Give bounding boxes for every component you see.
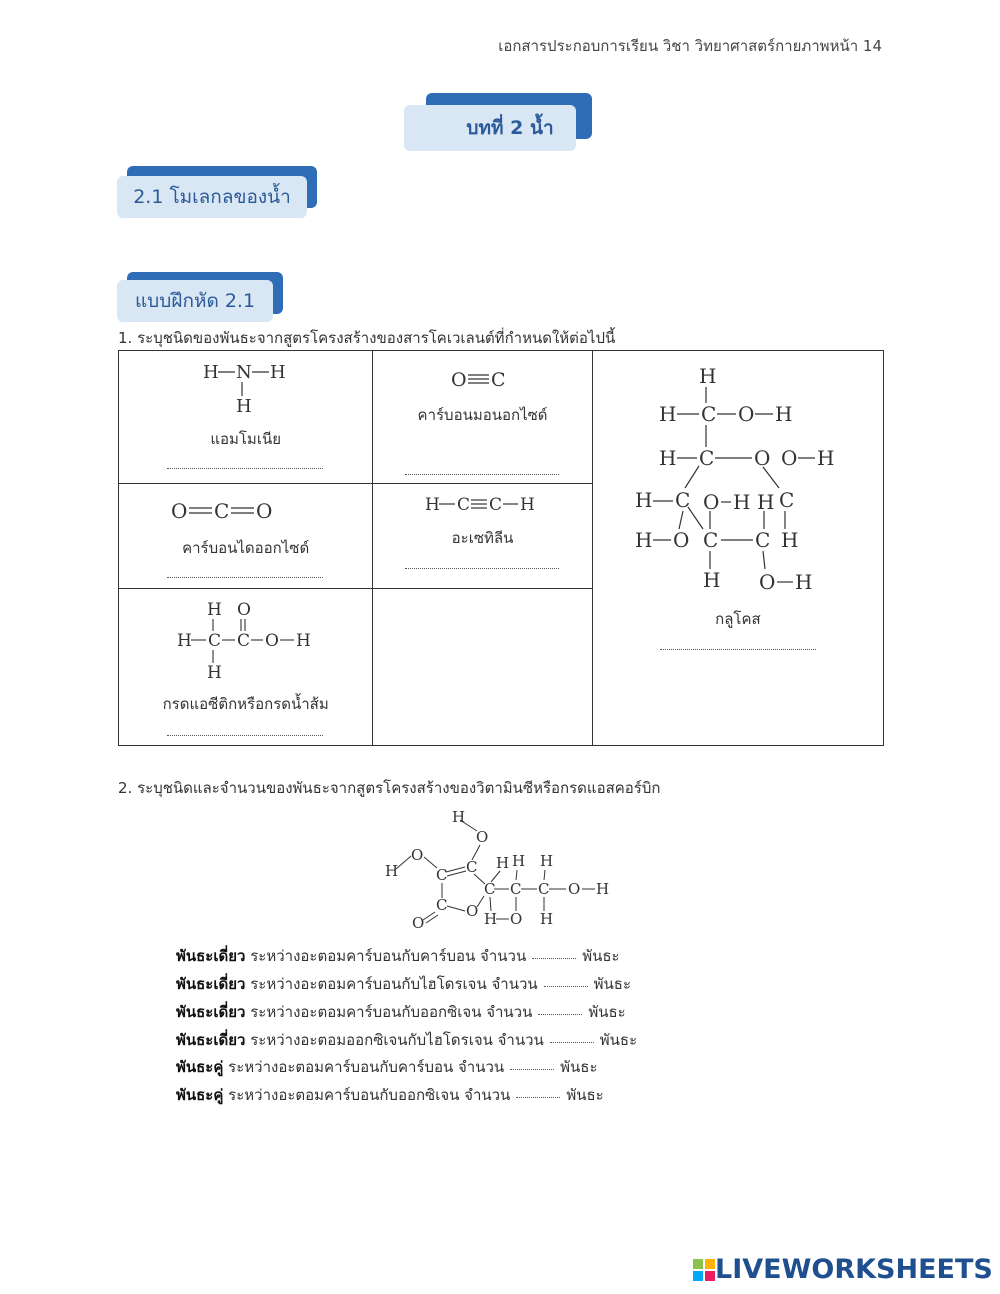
answer-line: พันธะคู่ ระหว่างอะตอมคาร์บอนกับออกซิเจน จำนวน พันธะ: [176, 1086, 604, 1104]
glucose-structure: [593, 351, 884, 601]
svg-text:C: C: [237, 631, 251, 651]
svg-text:H: H: [634, 488, 653, 512]
svg-text:H: H: [270, 362, 286, 383]
logo-text: LIVEWORKSHEETS: [715, 1254, 993, 1285]
co-label: คาร์บอนมอนอกไซด์: [417, 406, 548, 424]
answer-blank[interactable]: [405, 568, 559, 569]
structures-table: [118, 350, 884, 746]
cell-acetylene: [373, 484, 592, 589]
svg-text:C: C: [214, 499, 230, 523]
acetic-acid-label: กรดแอซีติกหรือกรดน้ำส้ม: [162, 695, 329, 713]
svg-text:O: O: [672, 528, 690, 552]
svg-text:O: O: [476, 828, 489, 846]
svg-text:H: H: [540, 910, 554, 928]
svg-text:H: H: [658, 402, 677, 426]
exercise-title: แบบฝึกหัด 2.1: [134, 290, 256, 312]
svg-text:O: O: [568, 880, 581, 898]
svg-text:C: C: [489, 495, 503, 515]
svg-text:H: H: [702, 568, 721, 592]
svg-text:C: C: [491, 369, 506, 391]
page-header: เอกสารประกอบการเรียน วิชา วิทยาศาสตร์กายภาพหน้า 14: [498, 37, 882, 55]
svg-text:C: C: [484, 880, 496, 898]
answer-blank[interactable]: [660, 649, 816, 650]
svg-text:H: H: [236, 396, 252, 417]
ammonia-label: แอมโมเนีย: [210, 430, 281, 448]
co2-structure: [119, 484, 373, 534]
svg-text:C: C: [700, 402, 717, 426]
answer-line: พันธะเดี่ยว ระหว่างอะตอมออกซิเจนกับไฮโดรเจน จำนวน พันธะ: [176, 1031, 638, 1049]
cell-acetic-acid: [119, 589, 373, 746]
svg-text:O: O: [256, 499, 273, 523]
svg-text:C: C: [510, 880, 522, 898]
ascorbic-acid-structure: [380, 804, 620, 934]
svg-text:O: O: [737, 402, 755, 426]
svg-text:C: C: [698, 446, 715, 470]
svg-text:C: C: [436, 866, 448, 884]
svg-text:H: H: [774, 402, 793, 426]
cell-carbon-monoxide: [373, 351, 592, 484]
svg-text:H: H: [484, 910, 498, 928]
svg-text:H: H: [816, 446, 835, 470]
section-title: 2.1 โมเลกลของน้ำ: [133, 186, 291, 208]
co2-label: คาร์บอนไดออกไซด์: [182, 539, 310, 557]
svg-text:H: H: [496, 854, 510, 872]
question-2: 2. ระบุชนิดและจำนวนของพันธะจากสูตรโครงสร้างของวิตามินซีหรือกรดแอสคอร์บิก: [118, 779, 661, 797]
answer-blank[interactable]: [532, 958, 576, 959]
svg-text:O: O: [466, 902, 479, 920]
cell-carbon-dioxide: [119, 484, 373, 589]
chapter-title: บทที่ 2 น้ำ: [466, 117, 554, 139]
svg-text:H: H: [698, 364, 717, 388]
svg-text:H: H: [425, 495, 441, 515]
svg-text:C: C: [466, 858, 478, 876]
answer-line: พันธะเดี่ยว ระหว่างอะตอมคาร์บอนกับไฮโดรเจน จำนวน พันธะ: [176, 975, 631, 993]
answer-blank[interactable]: [167, 468, 323, 469]
svg-text:H: H: [596, 880, 610, 898]
svg-text:O: O: [411, 846, 424, 864]
acetylene-label: อะเซทิลีน: [451, 529, 514, 547]
answer-blank[interactable]: [544, 986, 588, 987]
answer-blank[interactable]: [550, 1042, 594, 1043]
svg-text:O: O: [758, 570, 776, 594]
svg-text:C: C: [208, 631, 222, 651]
answer-blank[interactable]: [510, 1069, 554, 1070]
svg-text:H: H: [634, 528, 653, 552]
svg-text:O: O: [780, 446, 798, 470]
cell-glucose: [592, 351, 883, 746]
acetylene-structure: [373, 484, 592, 524]
answer-line: พันธะคู่ ระหว่างอะตอมคาร์บอนกับคาร์บอน จำนวน พันธะ: [176, 1058, 598, 1076]
logo-icon: [693, 1259, 715, 1281]
svg-text:O: O: [451, 369, 467, 391]
svg-text:C: C: [436, 896, 448, 914]
chapter-banner: [404, 93, 594, 153]
svg-text:C: C: [778, 488, 795, 512]
svg-text:O: O: [412, 914, 425, 932]
svg-text:C: C: [702, 528, 719, 552]
svg-text:H: H: [658, 446, 677, 470]
svg-text:H: H: [540, 852, 554, 870]
answer-blank[interactable]: [516, 1097, 560, 1098]
answer-blank[interactable]: [167, 577, 323, 578]
answer-blank[interactable]: [538, 1014, 582, 1015]
acetic-acid-structure: [119, 589, 373, 689]
svg-text:C: C: [674, 488, 691, 512]
svg-text:H: H: [296, 631, 311, 651]
section-banner: [117, 166, 319, 220]
co-structure: [373, 351, 592, 401]
svg-text:H: H: [452, 808, 466, 826]
answer-line: พันธะเดี่ยว ระหว่างอะตอมคาร์บอนกับคาร์บอน จำนวน พันธะ: [176, 947, 620, 965]
svg-text:H: H: [780, 528, 799, 552]
question-1: 1. ระบุชนิดของพันธะจากสูตรโครงสร้างของสารโคเวเลนต์ที่กำหนดให้ต่อไปนี้: [118, 329, 616, 347]
svg-text:H: H: [520, 495, 536, 515]
svg-text:H: H: [794, 570, 813, 594]
svg-text:H: H: [207, 663, 222, 683]
exercise-banner: [117, 272, 285, 324]
svg-text:H: H: [177, 631, 192, 651]
svg-text:C: C: [754, 528, 771, 552]
svg-text:N: N: [236, 362, 252, 383]
answer-blank[interactable]: [167, 735, 323, 736]
svg-text:H: H: [203, 362, 219, 383]
svg-text:C: C: [457, 495, 471, 515]
svg-text:O: O: [753, 446, 771, 470]
svg-text:O: O: [237, 600, 251, 620]
svg-text:H: H: [732, 490, 751, 514]
svg-text:H: H: [756, 490, 775, 514]
glucose-label: กลูโคส: [715, 610, 761, 628]
svg-text:H: H: [207, 600, 222, 620]
svg-text:O: O: [702, 490, 720, 514]
cell-ammonia: [119, 351, 373, 484]
svg-text:C: C: [538, 880, 550, 898]
answer-blank[interactable]: [405, 474, 559, 475]
svg-text:O: O: [171, 499, 188, 523]
svg-text:H: H: [512, 852, 526, 870]
svg-text:O: O: [510, 910, 523, 928]
svg-text:H: H: [385, 862, 399, 880]
cell-empty: [373, 589, 592, 746]
svg-text:O: O: [265, 631, 279, 651]
liveworksheets-logo: [693, 1254, 993, 1285]
answer-line: พันธะเดี่ยว ระหว่างอะตอมคาร์บอนกับออกซิเจน จำนวน พันธะ: [176, 1003, 626, 1021]
